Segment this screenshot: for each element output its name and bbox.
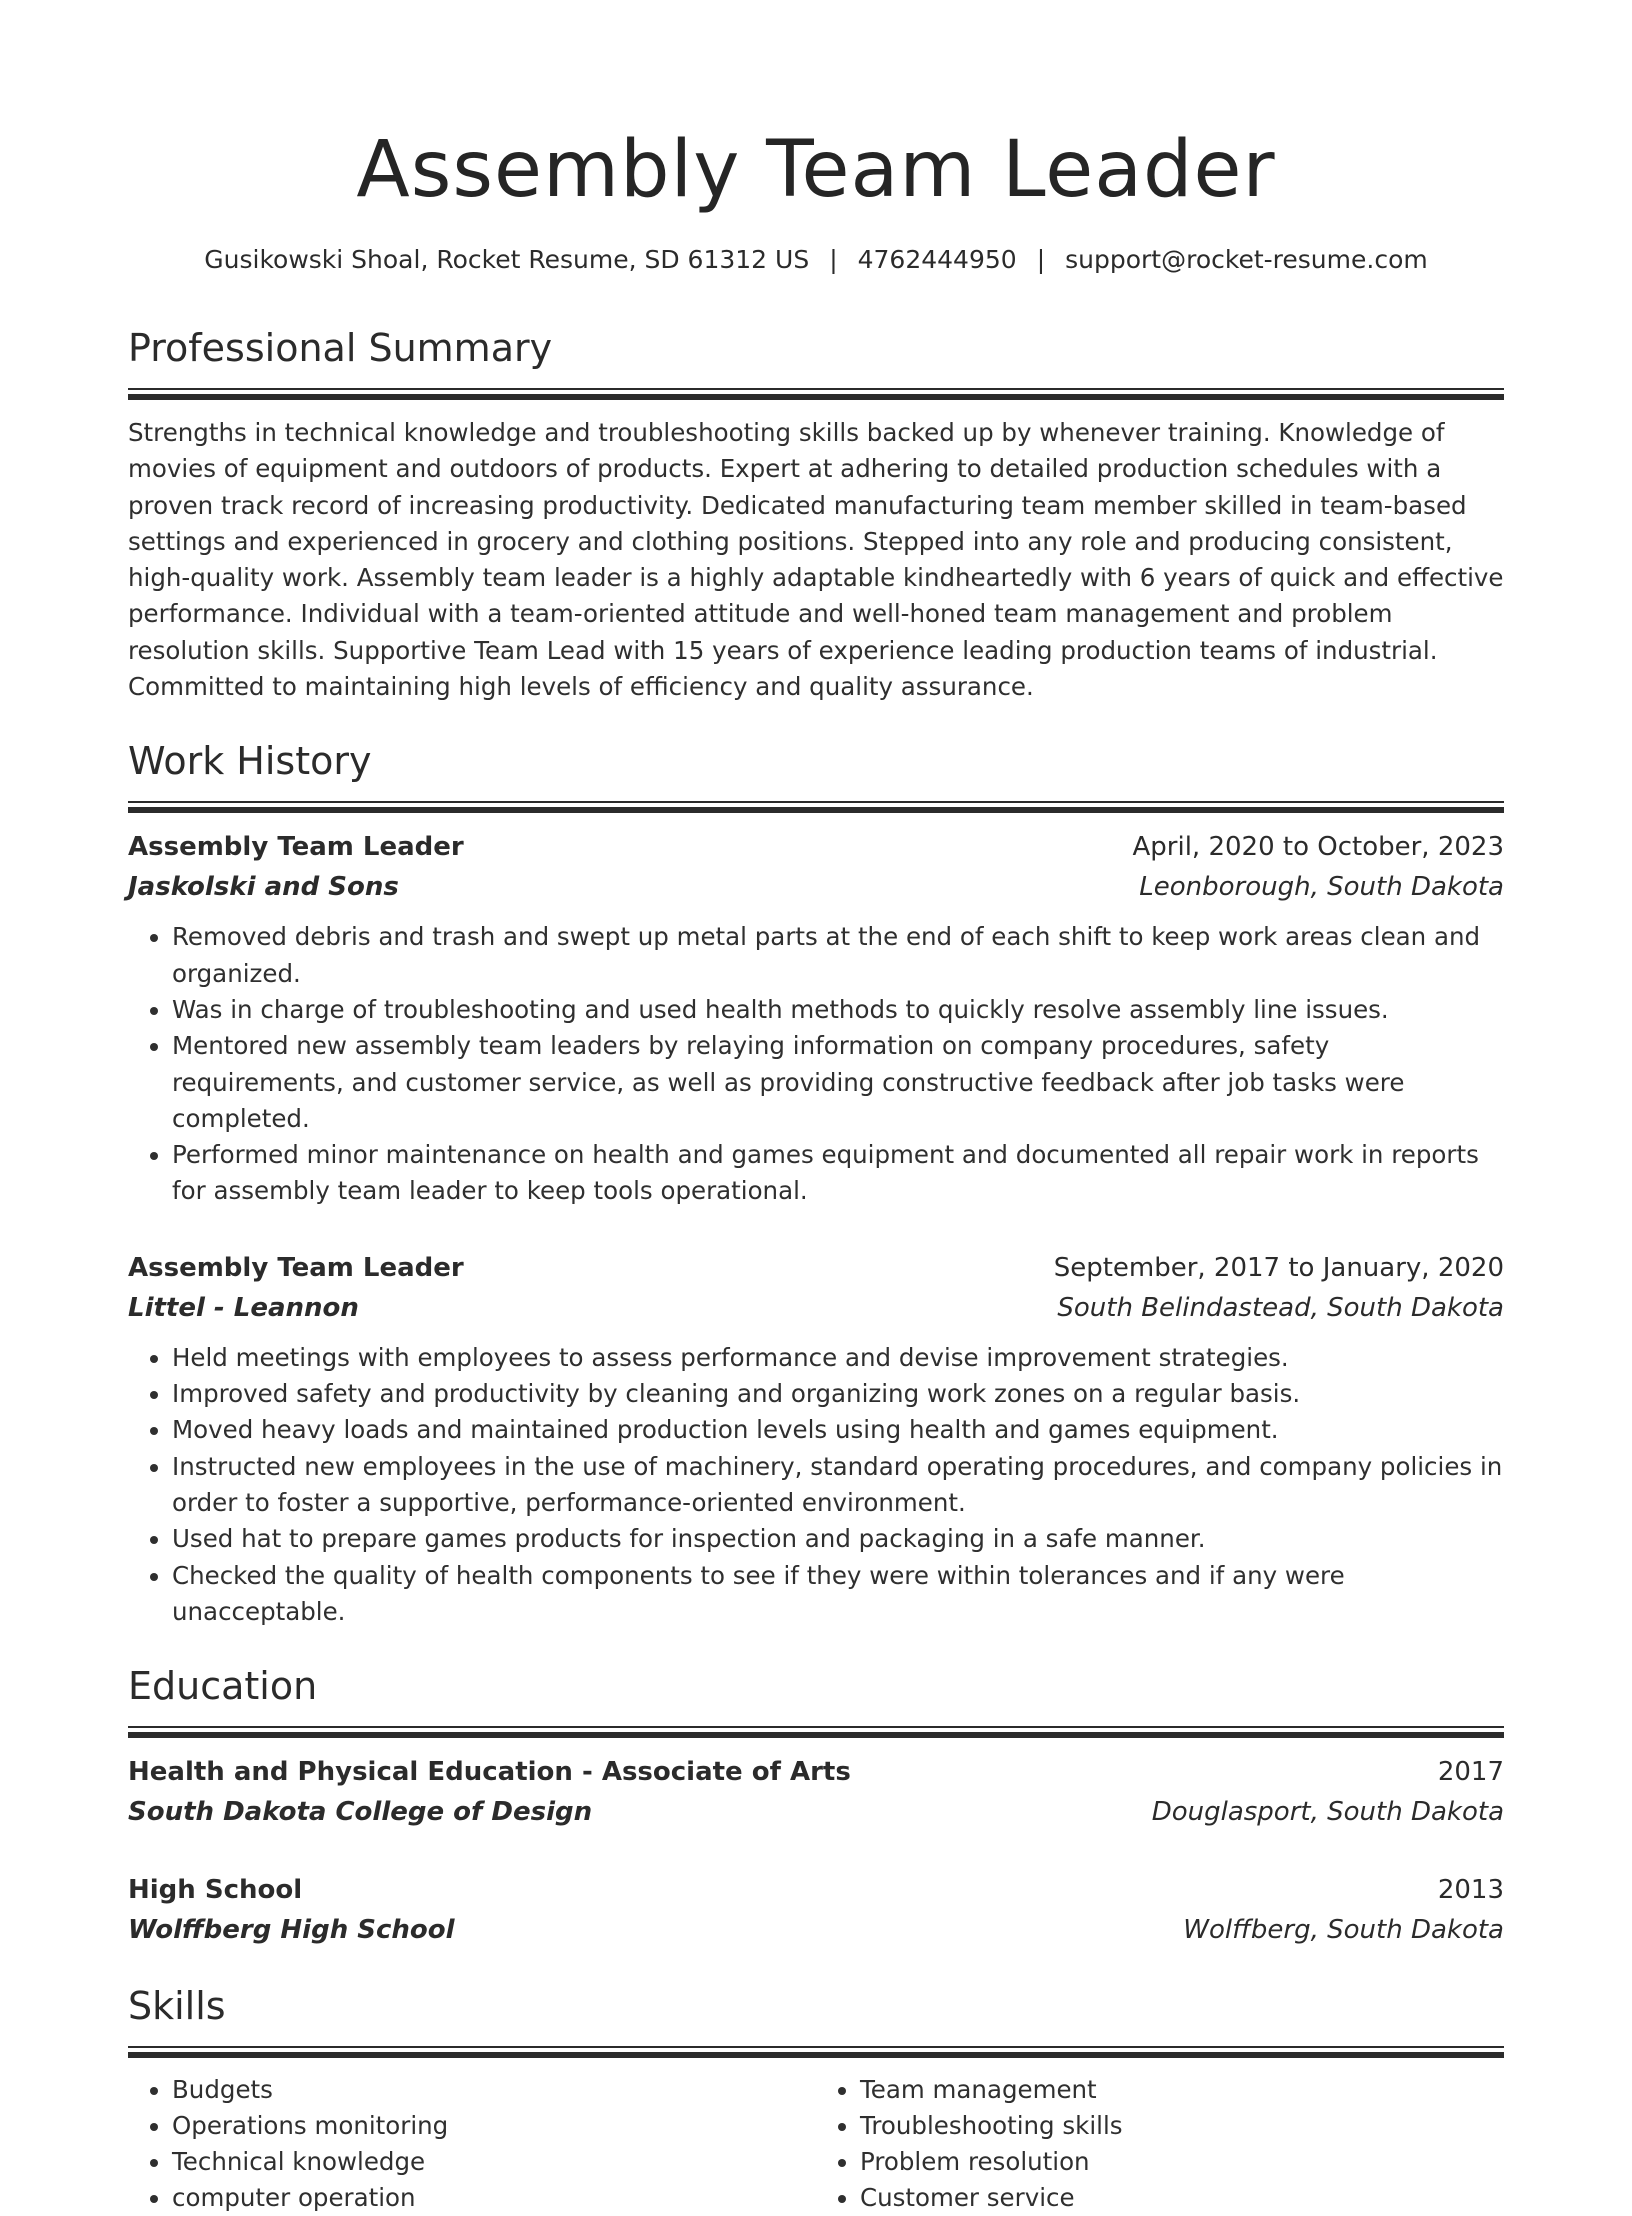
education-degree: Health and Physical Education - Associate of Arts xyxy=(128,1757,851,1788)
job-company: Littel - Leannon xyxy=(128,1292,359,1323)
job-dates: September, 2017 to January, 2020 xyxy=(1053,1252,1504,1283)
job-bullet: • Used hat to prepare games products for inspection and packaging in a safe manner. xyxy=(172,1521,1504,1557)
job-org-row xyxy=(128,867,1504,907)
job-bullet: • Removed debris and trash and swept up metal parts at the end of each shift to keep work areas clean and organized. xyxy=(172,919,1504,992)
job-entry xyxy=(128,827,1504,1209)
job-bullet: • Checked the quality of health components to see if they were within tolerances and if any were unacceptable. xyxy=(172,1558,1504,1631)
job-bullet: • Instructed new employees in the use of machinery, standard operating procedures, and company policies in order to foster a supportive, performance-oriented environment. xyxy=(172,1449,1504,1522)
skills-column-right xyxy=(816,2072,1504,2216)
skill-item: • computer operation xyxy=(172,2180,816,2216)
job-location: South Belindastead, South Dakota xyxy=(1057,1292,1504,1323)
skills-grid xyxy=(128,2072,1504,2216)
job-entry xyxy=(128,1248,1504,1630)
education-header-row xyxy=(128,1752,1504,1792)
job-header-row xyxy=(128,1248,1504,1288)
skill-item: • Customer service xyxy=(860,2180,1504,2216)
skills-section xyxy=(128,1980,1504,2216)
section-title-work-history: Work History xyxy=(128,739,372,784)
section-divider xyxy=(128,801,1504,813)
job-title: Assembly Team Leader xyxy=(128,1252,464,1283)
education-school: South Dakota College of Design xyxy=(128,1797,593,1828)
job-bullets xyxy=(128,1340,1504,1630)
contact-phone: 4762444950 xyxy=(857,245,1017,274)
education-org-row xyxy=(128,1910,1504,1950)
education-location: Wolffberg, South Dakota xyxy=(1183,1915,1504,1946)
education-section xyxy=(128,1660,1504,1950)
work-history-section xyxy=(128,735,1504,1630)
job-bullet: • Performed minor maintenance on health and games equipment and documented all repair work in reports for assembly team leader to keep tools operational. xyxy=(172,1137,1504,1210)
skill-item: • Team management xyxy=(860,2072,1504,2108)
education-year: 2017 xyxy=(1437,1757,1504,1788)
job-company: Jaskolski and Sons xyxy=(128,872,399,903)
job-bullet: • Improved safety and productivity by cleaning and organizing work zones on a regular basis. xyxy=(172,1376,1504,1412)
section-title-education: Education xyxy=(128,1664,318,1709)
contact-line xyxy=(128,242,1504,278)
skill-item: • Operations monitoring xyxy=(172,2108,816,2144)
education-degree: High School xyxy=(128,1875,303,1906)
resume-name: Assembly Team Leader xyxy=(356,125,1276,215)
skill-item: • Problem resolution xyxy=(860,2144,1504,2180)
summary-section xyxy=(128,322,1504,705)
summary-text: Strengths in technical knowledge and troubleshooting skills backed up by whenever training. Knowledge of movies of equipment and outdoors of products. Expert at adhering to detailed production schedules with a proven track record of increasing productivity. Dedicated manufacturing team member skilled in team-based settings and experienced in grocery and clothing positions. Stepped into any role and producing consistent, high-quality work. Assembly team leader is a highly adaptable kindheartedly with 6 years of quick and effective performance. Individual with a team-oriented attitude and well-honed team management and problem resolution skills. Supportive Team Lead with 15 years of experience leading production teams of industrial. Committed to maintaining high levels of efficiency and quality assurance. xyxy=(128,418,1504,702)
contact-email: support@rocket-resume.com xyxy=(1065,245,1428,274)
job-bullet: • Mentored new assembly team leaders by relaying information on company procedures, safety requirements, and customer service, as well as providing constructive feedback after job tasks were completed. xyxy=(172,1028,1504,1137)
education-header-row xyxy=(128,1870,1504,1910)
education-org-row xyxy=(128,1792,1504,1832)
skill-item: • Technical knowledge xyxy=(172,2144,816,2180)
job-bullets xyxy=(128,919,1504,1209)
job-title: Assembly Team Leader xyxy=(128,832,464,863)
education-year: 2013 xyxy=(1437,1875,1504,1906)
job-bullet: • Was in charge of troubleshooting and used health methods to quickly resolve assembly line issues. xyxy=(172,992,1504,1028)
education-school: Wolffberg High School xyxy=(128,1915,455,1946)
section-title-summary: Professional Summary xyxy=(128,326,553,370)
job-dates: April, 2020 to October, 2023 xyxy=(1132,832,1504,863)
job-header-row xyxy=(128,827,1504,867)
job-bullet: • Moved heavy loads and maintained production levels using health and games equipment. xyxy=(172,1412,1504,1448)
contact-separator: | xyxy=(1036,245,1046,274)
job-bullet: • Held meetings with employees to assess performance and devise improvement strategies. xyxy=(172,1340,1504,1376)
section-title-skills: Skills xyxy=(128,1984,226,2029)
job-org-row xyxy=(128,1288,1504,1328)
job-location: Leonborough, South Dakota xyxy=(1139,872,1504,903)
section-divider xyxy=(128,388,1504,400)
education-entry xyxy=(128,1870,1504,1950)
contact-separator: | xyxy=(829,245,838,274)
skill-item: • Troubleshooting skills xyxy=(860,2108,1504,2144)
section-divider xyxy=(128,1726,1504,1738)
education-location: Douglasport, South Dakota xyxy=(1151,1797,1504,1828)
skills-column-left xyxy=(128,2072,816,2216)
education-entry xyxy=(128,1752,1504,1832)
section-divider xyxy=(128,2046,1504,2058)
contact-address: Gusikowski Shoal, Rocket Resume, SD 61312 US xyxy=(204,245,810,274)
skill-item: • Budgets xyxy=(172,2072,816,2108)
